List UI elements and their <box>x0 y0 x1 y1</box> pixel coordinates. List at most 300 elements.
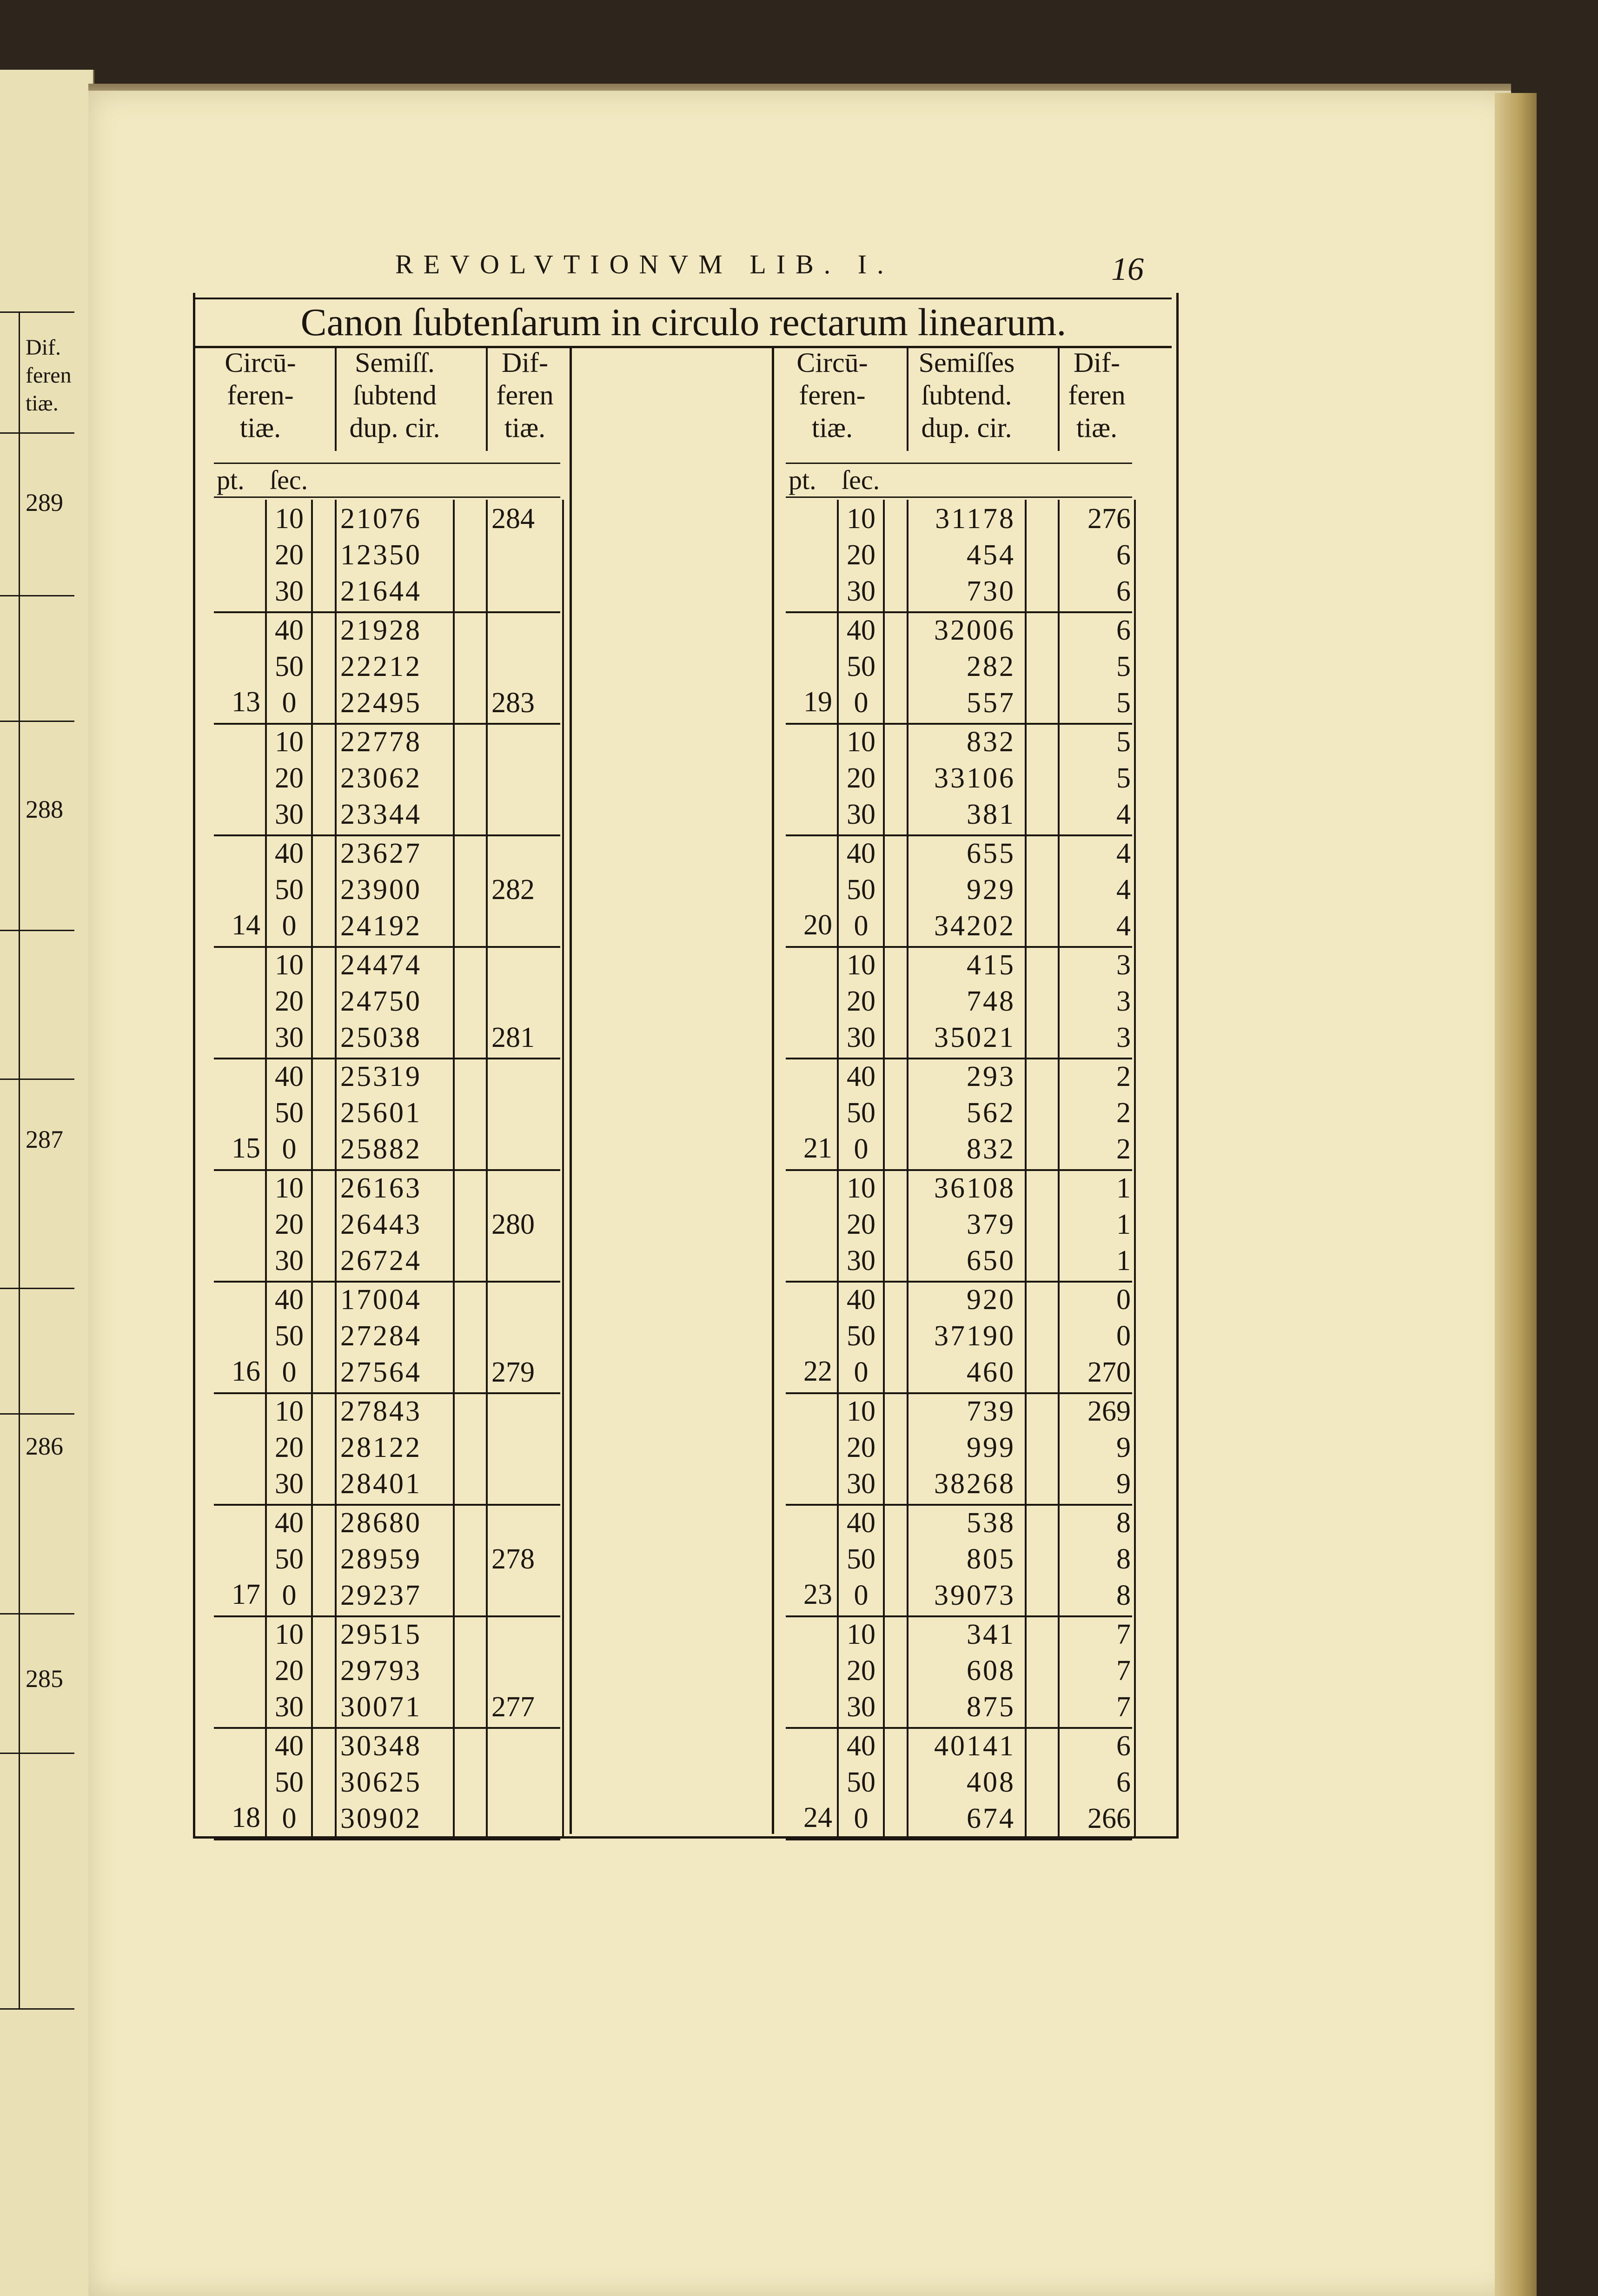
half-chord-cell: 24192 <box>340 910 422 942</box>
minutes-cell: 40 <box>275 1284 304 1316</box>
difference-cell: 5 <box>1116 687 1131 719</box>
minutes-cell: 50 <box>275 651 304 682</box>
pt-column <box>786 1504 837 1615</box>
sec-column <box>265 1281 313 1392</box>
half-chord-cell: 28122 <box>340 1432 422 1463</box>
pt-column <box>214 1392 265 1504</box>
header-difference: Dif- feren tiæ. <box>1058 346 1134 451</box>
minutes-cell: 40 <box>275 1730 304 1762</box>
difference-column <box>1058 611 1136 723</box>
minutes-cell: 0 <box>282 687 297 719</box>
difference-cell: 279 <box>491 1356 535 1388</box>
half-chord-cell: 32006 <box>934 615 1015 646</box>
minutes-cell: 30 <box>847 799 875 830</box>
table-row-block <box>786 1727 1132 1840</box>
difference-column <box>486 723 564 834</box>
difference-cell: 7 <box>1116 1691 1131 1723</box>
half-chord-column <box>335 500 455 611</box>
half-chord-cell: 282 <box>967 651 1015 682</box>
minutes-cell: 10 <box>275 1396 304 1427</box>
difference-cell: 6 <box>1116 539 1131 571</box>
minutes-cell: 30 <box>275 576 304 607</box>
facing-row-rule <box>0 595 74 596</box>
half-chord-cell: 538 <box>967 1507 1015 1539</box>
table-row-block <box>214 500 560 613</box>
difference-column <box>486 1392 564 1504</box>
sec-column <box>265 1615 313 1727</box>
pt-column <box>786 1392 837 1504</box>
half-chord-column <box>907 1504 1027 1615</box>
half-chord-column <box>907 834 1027 946</box>
header-circumference: Circū- feren- tiæ. <box>796 347 868 443</box>
half-chord-cell: 25038 <box>340 1022 422 1053</box>
facing-row-rule <box>0 721 74 722</box>
difference-column <box>1058 946 1136 1058</box>
minutes-cell: 40 <box>275 1061 304 1092</box>
table-row-block <box>214 1504 560 1617</box>
half-chord-cell: 26163 <box>340 1172 422 1204</box>
table-row-block <box>214 1169 560 1283</box>
minutes-cell: 0 <box>282 1580 297 1611</box>
half-chord-column <box>907 723 1027 834</box>
sec-column <box>837 834 885 946</box>
minutes-cell: 40 <box>275 1507 304 1539</box>
pt-column <box>786 723 837 834</box>
subheader-sec: ſec. <box>270 465 308 495</box>
difference-column <box>1058 723 1136 834</box>
minutes-cell: 0 <box>854 1580 869 1611</box>
degree-cell: 21 <box>803 1132 832 1164</box>
degree-cell: 15 <box>232 1132 260 1164</box>
half-chord-cell: 408 <box>967 1767 1015 1798</box>
minutes-cell: 30 <box>275 1468 304 1500</box>
difference-column <box>1058 1504 1136 1615</box>
minutes-cell: 40 <box>847 615 875 646</box>
half-chord-column <box>335 834 455 946</box>
minutes-cell: 50 <box>275 874 304 906</box>
difference-cell: 6 <box>1116 1730 1131 1762</box>
table-row-block <box>214 1058 560 1171</box>
page-number: 16 <box>1111 251 1144 287</box>
minutes-cell: 0 <box>854 910 869 942</box>
difference-cell: 266 <box>1087 1803 1131 1834</box>
table-row-block <box>214 1615 560 1729</box>
half-chord-cell: 17004 <box>340 1284 422 1316</box>
facing-header-text: feren <box>26 363 72 388</box>
half-chord-cell: 21928 <box>340 615 422 646</box>
table-row-block <box>214 723 560 836</box>
half-chord-cell: 27843 <box>340 1396 422 1427</box>
minutes-cell: 20 <box>275 1655 304 1687</box>
difference-cell: 1 <box>1116 1172 1131 1204</box>
half-chord-cell: 25882 <box>340 1133 422 1165</box>
difference-cell: 4 <box>1116 910 1131 942</box>
table-row-block <box>786 946 1132 1059</box>
facing-row-rule <box>0 2008 74 2010</box>
half-chord-column <box>335 1169 455 1281</box>
minutes-cell: 10 <box>275 949 304 981</box>
table-row-block <box>214 834 560 948</box>
subheader-pt: pt. <box>217 465 245 495</box>
sec-column <box>837 1727 885 1839</box>
half-chord-column <box>335 1727 455 1839</box>
minutes-cell: 30 <box>847 1022 875 1053</box>
half-chord-cell: 650 <box>967 1245 1015 1277</box>
half-chord-cell: 832 <box>967 1133 1015 1165</box>
half-chord-column <box>907 1058 1027 1169</box>
half-chord-cell: 30902 <box>340 1803 422 1834</box>
difference-cell: 2 <box>1116 1097 1131 1129</box>
minutes-cell: 40 <box>275 838 304 869</box>
sec-column <box>837 1392 885 1504</box>
minutes-cell: 30 <box>275 1245 304 1277</box>
pt-column <box>214 946 265 1058</box>
table-row-block <box>786 1169 1132 1283</box>
minutes-cell: 20 <box>847 1655 875 1687</box>
difference-cell: 269 <box>1087 1396 1131 1427</box>
header-circumference: Circū- feren- tiæ. <box>225 347 296 443</box>
subheader-sec: ſec. <box>842 465 880 495</box>
difference-cell: 8 <box>1116 1543 1131 1575</box>
half-chord-cell: 35021 <box>934 1022 1015 1053</box>
running-head: REVOLVTIONVM LIB. I. <box>395 249 894 279</box>
sec-column <box>837 1169 885 1281</box>
pt-column <box>214 834 265 946</box>
facing-row-rule <box>0 1753 74 1754</box>
half-chord-cell: 381 <box>967 799 1015 830</box>
difference-cell: 6 <box>1116 615 1131 646</box>
difference-cell: 8 <box>1116 1580 1131 1611</box>
half-chord-cell: 29237 <box>340 1580 422 1611</box>
minutes-cell: 0 <box>282 1356 297 1388</box>
minutes-cell: 50 <box>847 874 875 906</box>
half-chord-cell: 39073 <box>934 1580 1015 1611</box>
half-chord-cell: 26443 <box>340 1209 422 1240</box>
pt-column <box>214 723 265 834</box>
difference-cell: 7 <box>1116 1655 1131 1687</box>
sec-column <box>837 1281 885 1392</box>
pt-column <box>786 1727 837 1839</box>
difference-cell: 3 <box>1116 949 1131 981</box>
difference-cell: 0 <box>1116 1320 1131 1352</box>
half-chord-cell: 557 <box>967 687 1015 719</box>
difference-cell: 1 <box>1116 1209 1131 1240</box>
difference-cell: 2 <box>1116 1133 1131 1165</box>
minutes-cell: 0 <box>282 910 297 942</box>
half-chord-column <box>907 1281 1027 1392</box>
table-row-block <box>786 723 1132 836</box>
half-chord-column <box>907 1727 1027 1839</box>
sec-column <box>837 500 885 611</box>
minutes-cell: 50 <box>847 1097 875 1129</box>
facing-row-rule <box>0 930 74 931</box>
facing-row-rule <box>0 1288 74 1289</box>
minutes-cell: 30 <box>847 1468 875 1500</box>
table-row-block <box>214 1281 560 1394</box>
half-chord-cell: 21076 <box>340 503 422 535</box>
degree-cell: 23 <box>803 1579 832 1610</box>
table-row-block <box>214 1727 560 1840</box>
difference-column <box>486 1504 564 1615</box>
difference-cell: 4 <box>1116 838 1131 869</box>
degree-cell: 24 <box>803 1802 832 1833</box>
minutes-cell: 10 <box>275 1172 304 1204</box>
sec-column <box>265 834 313 946</box>
difference-cell: 6 <box>1116 576 1131 607</box>
half-chord-cell: 23900 <box>340 874 422 906</box>
difference-cell: 276 <box>1087 503 1131 535</box>
difference-cell: 278 <box>491 1543 535 1575</box>
sec-column <box>265 1504 313 1615</box>
difference-cell: 270 <box>1087 1356 1131 1388</box>
degree-cell: 14 <box>232 909 260 941</box>
difference-cell: 281 <box>491 1022 535 1053</box>
minutes-cell: 40 <box>847 1730 875 1762</box>
half-chord-cell: 608 <box>967 1655 1015 1687</box>
half-chord-cell: 748 <box>967 986 1015 1017</box>
minutes-cell: 50 <box>275 1320 304 1352</box>
degree-cell: 22 <box>803 1356 832 1387</box>
minutes-cell: 10 <box>847 726 875 758</box>
difference-column <box>486 834 564 946</box>
minutes-cell: 20 <box>847 1209 875 1240</box>
half-chord-column <box>335 946 455 1058</box>
header-half-chord: Semiſſ. ſubtend dup. cir. <box>335 346 453 451</box>
half-chord-cell: 27564 <box>340 1356 422 1388</box>
sec-column <box>837 611 885 723</box>
sec-column <box>837 723 885 834</box>
sec-column <box>265 723 313 834</box>
minutes-cell: 0 <box>854 1133 869 1165</box>
half-chord-cell: 23627 <box>340 838 422 869</box>
half-chord-cell: 22495 <box>340 687 422 719</box>
table-row-block <box>786 1392 1132 1506</box>
half-chord-cell: 379 <box>967 1209 1015 1240</box>
degree-cell: 20 <box>803 909 832 941</box>
half-chord-cell: 12350 <box>340 539 422 571</box>
difference-column <box>1058 1169 1136 1281</box>
minutes-cell: 10 <box>275 726 304 758</box>
half-chord-cell: 29793 <box>340 1655 422 1687</box>
half-chord-cell: 40141 <box>934 1730 1015 1762</box>
facing-row-rule <box>0 1413 74 1415</box>
minutes-cell: 40 <box>847 1061 875 1092</box>
minutes-cell: 30 <box>275 799 304 830</box>
pt-column <box>786 1615 837 1727</box>
half-chord-cell: 730 <box>967 576 1015 607</box>
difference-column <box>1058 834 1136 946</box>
minutes-cell: 40 <box>275 615 304 646</box>
minutes-cell: 0 <box>282 1803 297 1834</box>
half-chord-cell: 22212 <box>340 651 422 682</box>
minutes-cell: 10 <box>847 503 875 535</box>
column-rule-left <box>570 346 572 1834</box>
facing-difference-value: 287 <box>26 1125 63 1153</box>
sec-column <box>265 946 313 1058</box>
difference-cell: 1 <box>1116 1245 1131 1277</box>
facing-difference-value: 288 <box>26 795 63 823</box>
minutes-cell: 20 <box>847 762 875 794</box>
difference-cell: 283 <box>491 687 535 719</box>
half-chord-cell: 832 <box>967 726 1015 758</box>
half-chord-cell: 30348 <box>340 1730 422 1762</box>
half-chord-cell: 24750 <box>340 986 422 1017</box>
difference-column <box>486 611 564 723</box>
difference-cell: 4 <box>1116 874 1131 906</box>
minutes-cell: 20 <box>847 986 875 1017</box>
half-chord-column <box>335 723 455 834</box>
half-chord-column <box>907 1392 1027 1504</box>
difference-column <box>486 1169 564 1281</box>
half-chord-cell: 22778 <box>340 726 422 758</box>
page-fore-edge <box>1495 93 1537 2296</box>
half-chord-cell: 37190 <box>934 1320 1015 1352</box>
half-chord-cell: 454 <box>967 539 1015 571</box>
difference-cell: 284 <box>491 503 535 535</box>
difference-column <box>1058 1058 1136 1169</box>
sec-column <box>265 1058 313 1169</box>
minutes-cell: 10 <box>275 1619 304 1650</box>
minutes-cell: 0 <box>854 1803 869 1834</box>
difference-cell: 6 <box>1116 1767 1131 1798</box>
facing-row-rule <box>0 311 74 313</box>
subheader-row <box>214 463 560 498</box>
half-chord-cell: 739 <box>967 1396 1015 1427</box>
sec-column <box>837 1615 885 1727</box>
difference-cell: 282 <box>491 874 535 906</box>
half-chord-column <box>335 1392 455 1504</box>
half-chord-column <box>907 611 1027 723</box>
minutes-cell: 20 <box>275 539 304 571</box>
half-chord-column <box>335 1058 455 1169</box>
minutes-cell: 10 <box>847 1619 875 1650</box>
table-row-block <box>786 1058 1132 1171</box>
facing-row-rule <box>0 1613 74 1614</box>
half-chord-cell: 655 <box>967 838 1015 869</box>
pt-column <box>214 1281 265 1392</box>
table-row-block <box>214 1392 560 1506</box>
half-chord-cell: 28959 <box>340 1543 422 1575</box>
pt-column <box>214 500 265 611</box>
minutes-cell: 40 <box>847 1507 875 1539</box>
facing-difference-value: 285 <box>26 1665 63 1693</box>
half-chord-cell: 33106 <box>934 762 1015 794</box>
half-chord-column <box>907 1169 1027 1281</box>
table-row-block <box>786 1504 1132 1617</box>
difference-cell: 5 <box>1116 651 1131 682</box>
table-row-block <box>786 500 1132 613</box>
pt-column <box>214 1169 265 1281</box>
degree-cell: 13 <box>232 686 260 718</box>
minutes-cell: 40 <box>847 1284 875 1316</box>
sec-column <box>265 1727 313 1839</box>
difference-cell: 9 <box>1116 1468 1131 1500</box>
facing-header-text: Dif. <box>26 335 61 360</box>
minutes-cell: 20 <box>275 1432 304 1463</box>
half-chord-cell: 23062 <box>340 762 422 794</box>
header-half-chord: Semiſſes ſubtend. dup. cir. <box>907 346 1025 451</box>
pt-column <box>786 1281 837 1392</box>
half-chord-cell: 25601 <box>340 1097 422 1129</box>
difference-cell: 7 <box>1116 1619 1131 1650</box>
pt-column <box>214 1058 265 1169</box>
pt-column <box>786 1169 837 1281</box>
sec-column <box>265 1169 313 1281</box>
half-chord-cell: 929 <box>967 874 1015 906</box>
difference-cell: 5 <box>1116 726 1131 758</box>
table-row-block <box>786 1281 1132 1394</box>
half-chord-cell: 38268 <box>934 1468 1015 1500</box>
half-chord-cell: 30071 <box>340 1691 422 1723</box>
half-chord-cell: 29515 <box>340 1619 422 1650</box>
facing-row-rule <box>0 1079 74 1080</box>
column-rule-right <box>772 346 774 1834</box>
half-chord-cell: 805 <box>967 1543 1015 1575</box>
minutes-cell: 0 <box>282 1133 297 1165</box>
pt-column <box>786 611 837 723</box>
pt-column <box>786 946 837 1058</box>
pt-column <box>214 1727 265 1839</box>
table-row-block <box>786 1615 1132 1729</box>
minutes-cell: 20 <box>275 1209 304 1240</box>
difference-column <box>1058 1615 1136 1727</box>
minutes-cell: 40 <box>847 838 875 869</box>
pt-column <box>214 1615 265 1727</box>
difference-cell: 277 <box>491 1691 535 1723</box>
facing-difference-value: 286 <box>26 1432 63 1460</box>
pt-column <box>786 1058 837 1169</box>
half-chord-cell: 999 <box>967 1432 1015 1463</box>
difference-cell: 8 <box>1116 1507 1131 1539</box>
minutes-cell: 30 <box>847 1691 875 1723</box>
half-chord-cell: 562 <box>967 1097 1015 1129</box>
difference-column <box>1058 1392 1136 1504</box>
half-chord-cell: 34202 <box>934 910 1015 942</box>
difference-column <box>486 1615 564 1727</box>
table-row-block <box>214 611 560 725</box>
half-chord-column <box>907 946 1027 1058</box>
half-chord-cell: 26724 <box>340 1245 422 1277</box>
sec-column <box>265 500 313 611</box>
pt-column <box>214 1504 265 1615</box>
pt-column <box>786 834 837 946</box>
sec-column <box>265 1392 313 1504</box>
minutes-cell: 50 <box>847 651 875 682</box>
half-chord-cell: 341 <box>967 1619 1015 1650</box>
half-chord-cell: 674 <box>967 1803 1015 1834</box>
half-chord-column <box>335 1281 455 1392</box>
half-chord-cell: 23344 <box>340 799 422 830</box>
difference-column <box>486 1058 564 1169</box>
degree-cell: 16 <box>232 1356 260 1387</box>
pt-column <box>214 611 265 723</box>
half-chord-column <box>907 500 1027 611</box>
difference-cell: 280 <box>491 1209 535 1240</box>
difference-column <box>486 1727 564 1839</box>
facing-row-rule <box>0 432 74 434</box>
half-chord-cell: 24474 <box>340 949 422 981</box>
sec-column <box>837 946 885 1058</box>
sec-column <box>265 611 313 723</box>
difference-cell: 4 <box>1116 799 1131 830</box>
half-chord-cell: 31178 <box>935 503 1015 535</box>
difference-cell: 5 <box>1116 762 1131 794</box>
half-chord-cell: 27284 <box>340 1320 422 1352</box>
degree-cell: 17 <box>232 1579 260 1610</box>
minutes-cell: 10 <box>847 1172 875 1204</box>
table-title: Canon ſubtenſarum in circulo rectarum linearum. <box>195 298 1172 348</box>
difference-cell: 0 <box>1116 1284 1131 1316</box>
